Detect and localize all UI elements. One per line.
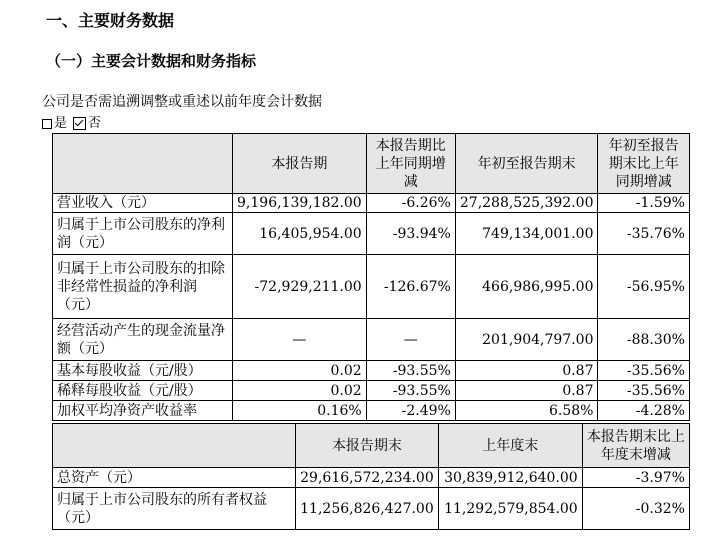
table-cell: -93.55% (366, 361, 455, 381)
row-label: 归属于上市公司股东的净利润（元） (53, 213, 233, 255)
row-label: 归属于上市公司股东的扣除非经常性损益的净利润（元） (53, 255, 233, 319)
table-cell: -56.95% (598, 255, 690, 319)
table-cell: 0.87 (455, 381, 598, 401)
table-row (53, 213, 690, 255)
row-label: 稀释每股收益（元/股） (53, 381, 233, 401)
table-cell: 0.02 (233, 361, 367, 381)
header-blank-cell (53, 424, 296, 468)
table-row (53, 468, 690, 488)
option-no-label: 否 (88, 116, 102, 131)
table-cell: -93.55% (366, 381, 455, 401)
table-cell: -35.76% (598, 213, 690, 255)
row-label: 营业收入（元） (53, 194, 233, 213)
table-row (53, 255, 690, 319)
table-cell: 749,134,001.00 (455, 213, 598, 255)
table-cell: -88.30% (598, 319, 690, 361)
balance-sheet-table (52, 423, 690, 530)
subsection-heading: （一）主要会计数据和财务指标 (46, 52, 257, 70)
restatement-options (42, 112, 101, 131)
table-cell: 6.58% (455, 401, 598, 421)
restatement-question: 公司是否需追溯调整或重述以前年度会计数据 (42, 94, 322, 110)
table-cell: 29,616,572,234.00 (296, 468, 439, 488)
row-label: 总资产（元） (53, 468, 296, 488)
row-label: 归属于上市公司股东的所有者权益（元） (53, 488, 296, 530)
table-cell: 27,288,525,392.00 (455, 194, 598, 213)
checked-box-icon (73, 117, 86, 130)
table-cell: -35.56% (598, 361, 690, 381)
table-header-row (53, 424, 690, 468)
row-label: 经营活动产生的现金流量净额（元） (53, 319, 233, 361)
table-header-row (53, 134, 690, 194)
table-row (53, 381, 690, 401)
table-cell: 16,405,954.00 (233, 213, 367, 255)
unchecked-box-icon (42, 119, 52, 129)
table-cell: -35.56% (598, 381, 690, 401)
table-row (53, 401, 690, 421)
table-cell: 466,986,995.00 (455, 255, 598, 319)
key-financial-data-table (52, 133, 690, 421)
table-header-cell: 本报告期比上年同期增减 (366, 134, 455, 194)
table-cell: -3.97% (582, 468, 689, 488)
table-cell: 0.02 (233, 381, 367, 401)
table-cell: 0.87 (455, 361, 598, 381)
table-cell: — (366, 319, 455, 361)
table-cell: -2.49% (366, 401, 455, 421)
table-row (53, 319, 690, 361)
row-label: 基本每股收益（元/股） (53, 361, 233, 381)
table-cell: 11,292,579,854.00 (438, 488, 582, 530)
table-cell: 11,256,826,427.00 (296, 488, 439, 530)
table-header-cell: 上年度末 (438, 424, 582, 468)
table-header-cell: 本报告期末 (296, 424, 439, 468)
table-row (53, 488, 690, 530)
table-header-cell: 本报告期末比上年度末增减 (582, 424, 689, 468)
table-row (53, 194, 690, 213)
table-cell: 30,839,912,640.00 (438, 468, 582, 488)
table-cell: -0.32% (582, 488, 689, 530)
table-row (53, 361, 690, 381)
table-cell: -1.59% (598, 194, 690, 213)
option-yes-label: 是 (54, 116, 68, 131)
table-cell: — (233, 319, 367, 361)
header-blank-cell (53, 134, 233, 194)
table-header-cell: 本报告期 (233, 134, 367, 194)
table-header-cell: 年初至报告期末比上年同期增减 (598, 134, 690, 194)
table-cell: -4.28% (598, 401, 690, 421)
table-cell: 201,904,797.00 (455, 319, 598, 361)
row-label: 加权平均净资产收益率 (53, 401, 233, 421)
table-cell: 9,196,139,182.00 (233, 194, 367, 213)
table-cell: -93.94% (366, 213, 455, 255)
table-cell: -126.67% (366, 255, 455, 319)
table-cell: 0.16% (233, 401, 367, 421)
table-cell: -6.26% (366, 194, 455, 213)
table-header-cell: 年初至报告期末 (455, 134, 598, 194)
section-heading: 一、主要财务数据 (46, 11, 175, 30)
table-cell: -72,929,211.00 (233, 255, 367, 319)
